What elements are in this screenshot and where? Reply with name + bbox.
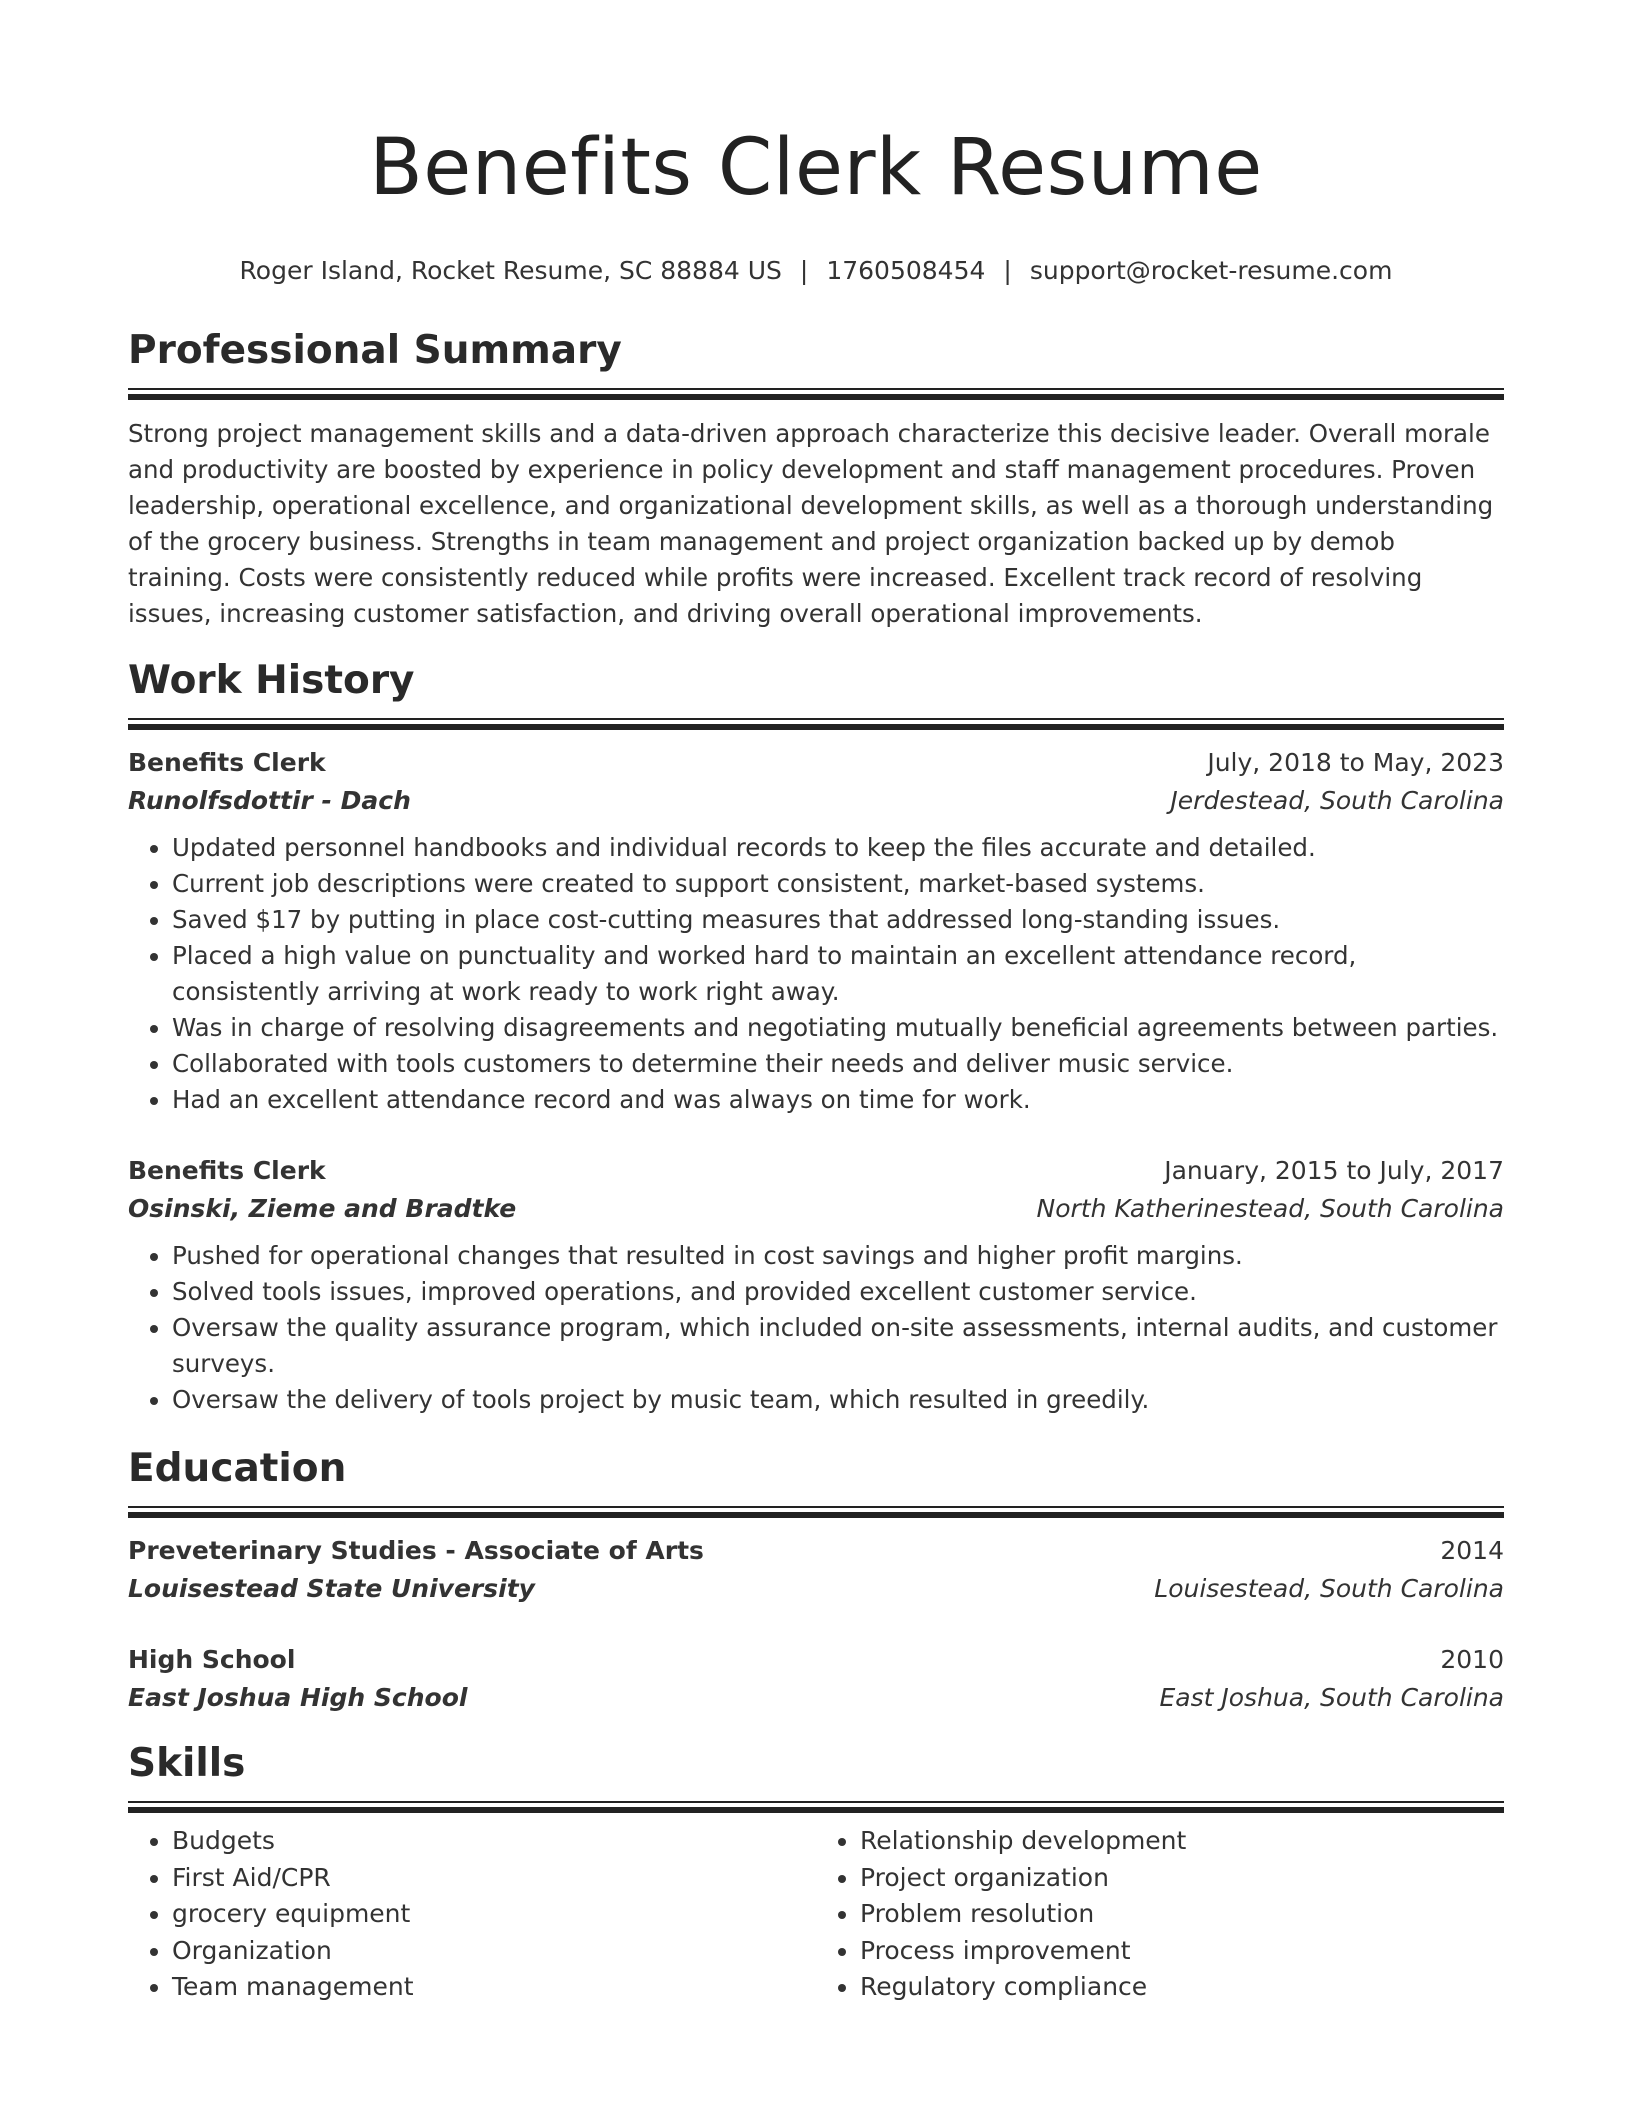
section-divider (128, 1506, 1504, 1516)
skill-item: • Project organization (860, 1860, 1504, 1897)
job-bullet: • Oversaw the quality assurance program, which included on-site assessments, internal audits, and customer surveys. (172, 1310, 1504, 1382)
job-dates: July, 2018 to May, 2023 (1207, 748, 1504, 777)
job-company: Runolfsdottir - Dach (128, 786, 411, 815)
job-entry (128, 1152, 1504, 1418)
contact-line (128, 254, 1504, 288)
skill-item: • Process improvement (860, 1933, 1504, 1970)
job-bullet: • Updated personnel handbooks and individual records to keep the files accurate and detailed. (172, 830, 1504, 866)
education-heading: Education (128, 1446, 347, 1491)
education-degree: Preveterinary Studies - Associate of Arts (128, 1536, 704, 1565)
summary-heading: Professional Summary (128, 328, 622, 373)
job-header-row (128, 744, 1504, 782)
job-bullet: • Solved tools issues, improved operations, and provided excellent customer service. (172, 1274, 1504, 1310)
education-entry (128, 1532, 1504, 1608)
education-header-row (128, 1532, 1504, 1570)
education-year: 2014 (1440, 1536, 1504, 1565)
skill-item: • Organization (172, 1933, 816, 1970)
skill-item: • Team management (172, 1969, 816, 2006)
job-bullet: • Pushed for operational changes that resulted in cost savings and higher profit margins. (172, 1238, 1504, 1274)
job-bullet: • Saved $17 by putting in place cost-cutting measures that addressed long-standing issues. (172, 902, 1504, 938)
contact-email: support@rocket-resume.com (1029, 256, 1393, 285)
skills-list-right (816, 1823, 1504, 2006)
education-location: Louisestead, South Carolina (1154, 1574, 1504, 1603)
job-bullet-list (128, 830, 1504, 1118)
job-company: Osinski, Zieme and Bradtke (128, 1194, 517, 1223)
job-location: North Katherinestead, South Carolina (1036, 1194, 1504, 1223)
job-header-row (128, 1152, 1504, 1190)
skill-item: • Problem resolution (860, 1896, 1504, 1933)
skill-item: • grocery equipment (172, 1896, 816, 1933)
education-school: East Joshua High School (128, 1683, 468, 1712)
skills-list-left (128, 1823, 816, 2006)
education-school-row (128, 1570, 1504, 1608)
skill-item: • Regulatory compliance (860, 1969, 1504, 2006)
summary-text: Strong project management skills and a data-driven approach characterize this decisive leader. Overall morale and productivity are boosted by experience in policy development and staff management procedures. Proven leadership, operational excellence, and organizational development skills, as well as a thorough understanding of the grocery business. Strengths in team management and project organization backed up by demob training. Costs were consistently reduced while profits were increased. Excellent track record of resolving issues, increasing customer satisfaction, and driving overall operational improvements. (128, 419, 1494, 628)
contact-phone: 1760508454 (826, 256, 986, 285)
job-bullet: • Was in charge of resolving disagreements and negotiating mutually beneficial agreements between parties. (172, 1010, 1504, 1046)
education-section (128, 1444, 1504, 1717)
skill-item: • First Aid/CPR (172, 1860, 816, 1897)
job-entry (128, 744, 1504, 1118)
education-header-row (128, 1641, 1504, 1679)
job-dates: January, 2015 to July, 2017 (1164, 1156, 1504, 1185)
job-bullet: • Current job descriptions were created to support consistent, market-based systems. (172, 866, 1504, 902)
work-history-heading: Work History (128, 658, 415, 703)
job-title: Benefits Clerk (128, 1156, 326, 1185)
skill-item: • Relationship development (860, 1823, 1504, 1860)
job-bullet-list (128, 1238, 1504, 1418)
job-company-row (128, 782, 1504, 820)
contact-separator: | (1003, 256, 1012, 285)
contact-separator: | (799, 256, 809, 285)
education-entry (128, 1641, 1504, 1717)
job-bullet: • Placed a high value on punctuality and worked hard to maintain an excellent attendance record, consistently arriving at work ready to work right away. (172, 938, 1504, 1010)
skill-item: • Budgets (172, 1823, 816, 1860)
skills-columns (128, 1823, 1504, 2006)
work-history-section (128, 656, 1504, 1418)
section-divider (128, 718, 1504, 728)
skills-heading: Skills (128, 1741, 246, 1786)
job-bullet: • Had an excellent attendance record and was always on time for work. (172, 1082, 1504, 1118)
education-degree: High School (128, 1645, 296, 1674)
job-company-row (128, 1190, 1504, 1228)
section-divider (128, 388, 1504, 398)
resume-title: Benefits Clerk Resume (369, 123, 1263, 213)
section-divider (128, 1801, 1504, 1811)
job-location: Jerdestead, South Carolina (1170, 786, 1504, 815)
job-bullet: • Oversaw the delivery of tools project by music team, which resulted in greedily. (172, 1382, 1504, 1418)
summary-section (128, 326, 1504, 632)
job-title: Benefits Clerk (128, 748, 326, 777)
education-school: Louisestead State University (128, 1574, 535, 1603)
education-location: East Joshua, South Carolina (1159, 1683, 1504, 1712)
skills-section (128, 1739, 1504, 2006)
education-year: 2010 (1440, 1645, 1504, 1674)
education-school-row (128, 1679, 1504, 1717)
contact-address: Roger Island, Rocket Resume, SC 88884 US (239, 256, 782, 285)
job-bullet: • Collaborated with tools customers to determine their needs and deliver music service. (172, 1046, 1504, 1082)
